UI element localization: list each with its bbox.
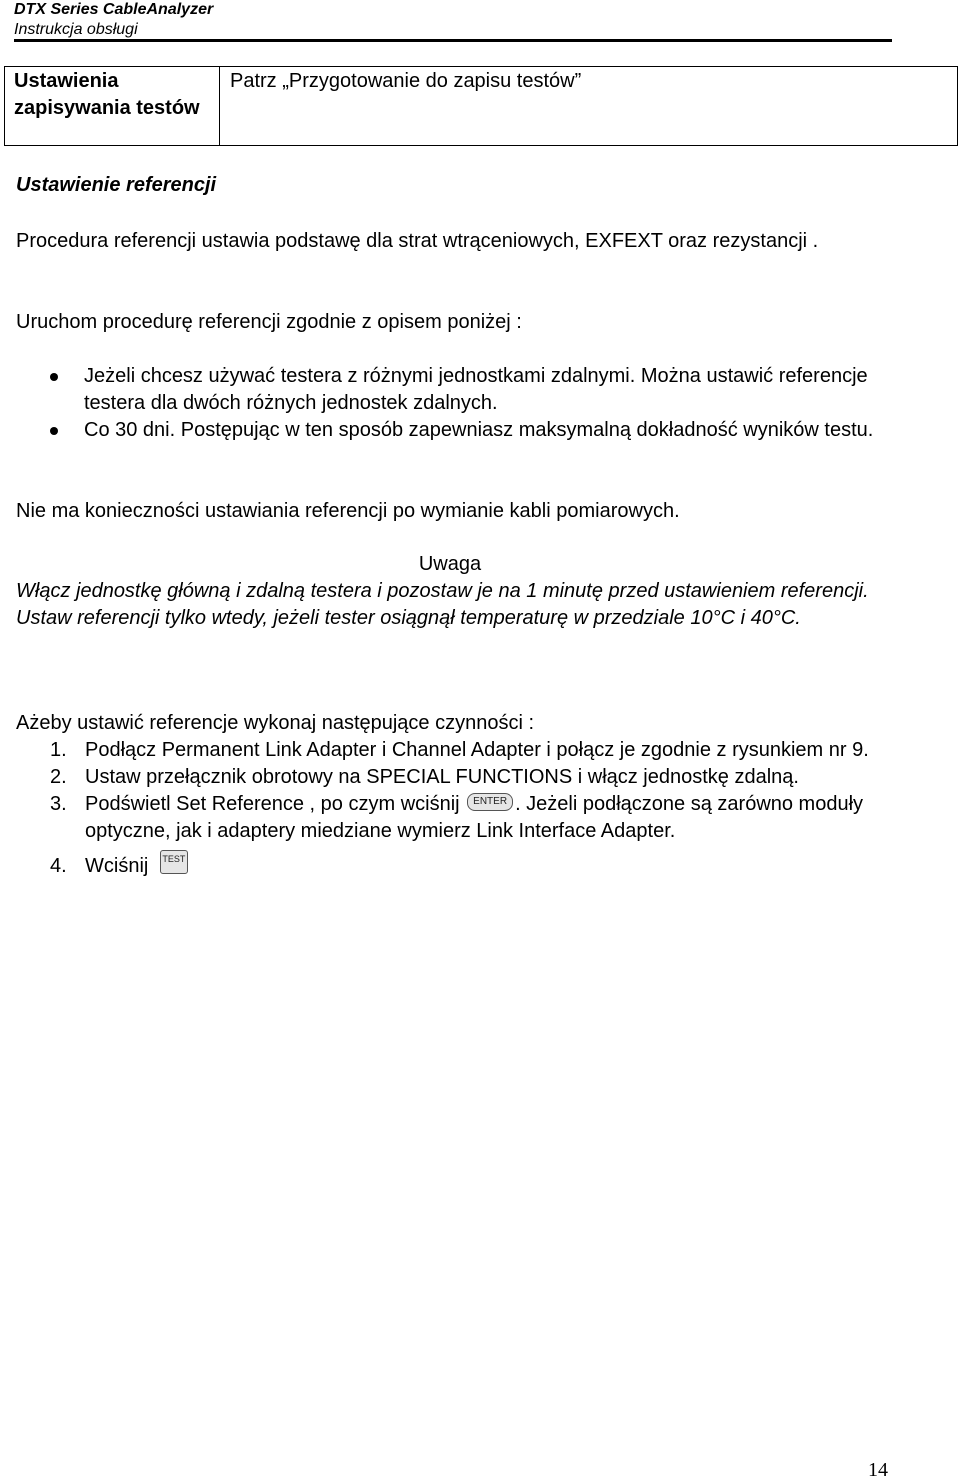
procedure-intro: Ażeby ustawić referencje wykonaj następujące czynności : — [16, 712, 535, 734]
step-text: . Jeżeli podłączone są zarówno moduły optyczne, jak i adaptery miedziane wymierz Link Interface Adapter. — [85, 793, 864, 842]
note-title: Uwaga — [418, 553, 482, 575]
note-body: Włącz jednostkę główną i zdalną testera i pozostaw je na 1 minutę przed ustawieniem referencji. Ustaw referencji tylko wtedy, jeżeli tester osiągnął temperaturę w przedziale 10°C i 40°C. — [16, 580, 869, 629]
list-item — [16, 764, 916, 791]
list-item: Co 30 dni. Postępując w ten sposób zapewniasz maksymalną dokładność wyników testu. — [16, 417, 896, 444]
step-text: Podświetl Set Reference , po czym wciśnij — [85, 793, 460, 815]
table-value-cell — [220, 67, 958, 146]
settings-value: Patrz „Przygotowanie do zapisu testów” — [230, 70, 582, 92]
page-header — [14, 0, 894, 40]
step-text: Podłącz Permanent Link Adapter i Channel Adapter i połącz je zgodnie z rysunkiem nr 9. — [85, 739, 869, 761]
table-label-cell — [5, 67, 220, 146]
header-title: DTX Series CableAnalyzer — [14, 1, 214, 18]
list-item — [16, 737, 916, 764]
header-subtitle: Instrukcja obsługi — [14, 21, 138, 38]
instruction-paragraph: Uruchom procedurę referencji zgodnie z opisem poniżej : — [16, 311, 522, 333]
bullet-list — [16, 363, 896, 444]
step-number: 1. — [50, 739, 67, 761]
page-number: 14 — [868, 1459, 888, 1481]
list-item — [16, 853, 916, 884]
header-rule — [14, 39, 892, 42]
settings-table — [4, 66, 958, 146]
list-item: Jeżeli chcesz używać testera z różnymi jednostkami zdalnymi. Można ustawić referencje testera dla dwóch różnych jednostek zdalnych. — [16, 363, 896, 417]
steps-list — [16, 737, 916, 884]
step-number: 3. — [50, 793, 67, 815]
step-text: Ustaw przełącznik obrotowy na SPECIAL FUNCTIONS i włącz jednostkę zdalną. — [85, 766, 799, 788]
step-number: 2. — [50, 766, 67, 788]
intro-paragraph: Procedura referencji ustawia podstawę dla strat wtrąceniowych, EXFEXT oraz rezystancji . — [16, 230, 819, 252]
settings-label: Ustawienia zapisywania testów — [14, 70, 200, 119]
step-text: Wciśnij — [85, 855, 149, 877]
enter-key-icon: ENTER — [467, 793, 513, 811]
list-item — [16, 791, 916, 845]
section-heading: Ustawienie referencji — [16, 174, 217, 196]
table-row — [5, 67, 958, 146]
step-number: 4. — [50, 855, 67, 877]
no-need-paragraph: Nie ma konieczności ustawiania referencji po wymianie kabli pomiarowych. — [16, 500, 680, 522]
test-key-icon: TEST — [160, 850, 188, 874]
